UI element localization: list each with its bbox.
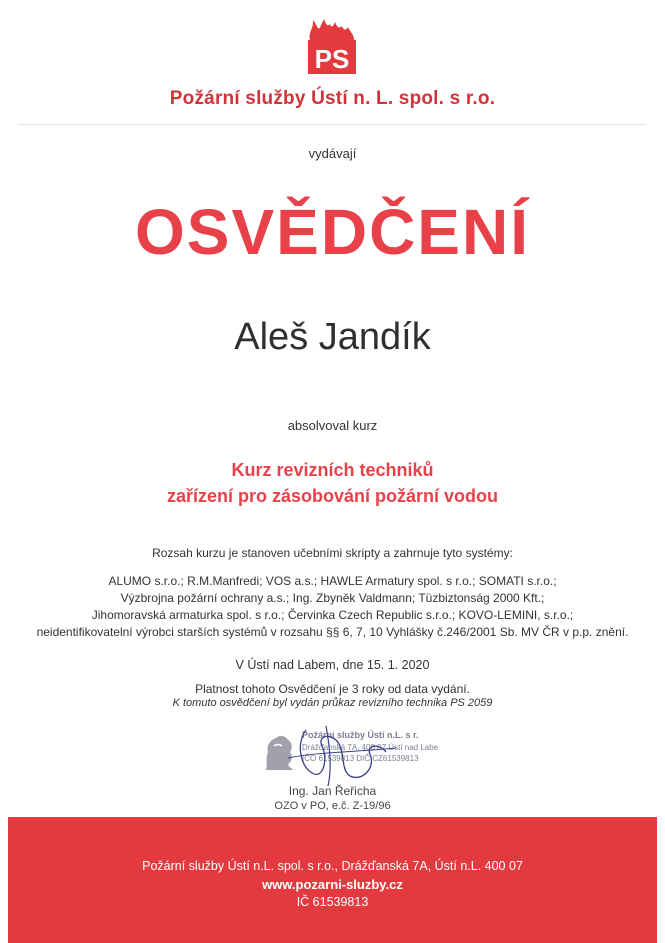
recipient-name: Aleš Jandík [234,316,431,358]
course-name-line1: Kurz revizních techniků [231,460,434,480]
header-divider [18,124,646,125]
company-name: Požární služby Ústí n. L. spol. s r.o. [169,88,496,109]
place-date: V Ústí nad Labem, dne 15. 1. 2020 [235,658,430,672]
systems-line: ALUMO s.r.o.; R.M.Manfredi; VOS a.s.; HAWLE Armatury spol. s r.o.; SOMATI s.r.o.; [108,574,557,588]
card-note: K tomuto osvědčení byl vydán průkaz revizního technika PS 2059 [172,697,493,709]
logo-text: PS [314,44,350,74]
systems-line: Jihomoravská armaturka spol. s r.o.; Červinka Czech Republic s.r.o.; KOVO-LEMINI, s.r.o.; [91,608,574,622]
systems-line: neidentifikovatelní výrobci starších systémů v rozsahu §§ 6, 7, 10 Vyhlášky č.246/2001 Sb. MV ČR v p.p. znění. [36,625,629,639]
ps-flame-logo-icon [304,18,360,76]
course-name-line2: zařízení pro zásobování požární vodou [166,486,499,506]
footer-ico: IČ 61539813 [296,895,369,909]
stamp-line: Požární služby Ústí n.L. s r. [302,730,419,740]
footer-address: Požární služby Ústí n.L. spol. s r.o., Drážďanská 7A, Ústí n.L. 400 07 [142,859,523,873]
issue-text: vydávají [308,146,357,161]
footer-band [8,817,657,943]
stamp-line: IČO 61539813 DIČ CZ61539813 [302,754,419,763]
signer-role: OZO v PO, e.č. Z-19/96 [274,800,391,812]
stamp-line: Drážďanská 7A, 400 07 Ústí nad Labe [302,743,439,752]
signer-name: Ing. Jan Řeřicha [288,784,377,798]
certificate-title: OSVĚDČENÍ [135,196,530,268]
completed-text: absolvoval kurz [287,418,378,433]
handwritten-signature [266,718,416,788]
footer-website-link[interactable]: www.pozarni-sluzby.cz [262,877,403,892]
scope-text: Rozsah kurzu je stanoven učebními skripty a zahrnuje tyto systémy: [152,546,513,560]
systems-line: Výzbrojna požární ochrany a.s.; Ing. Zbyněk Valdmann; Tüzbiztonság 2000 Kft.; [120,591,545,605]
validity-text: Platnost tohoto Osvědčení je 3 roky od data vydání. [195,682,470,696]
